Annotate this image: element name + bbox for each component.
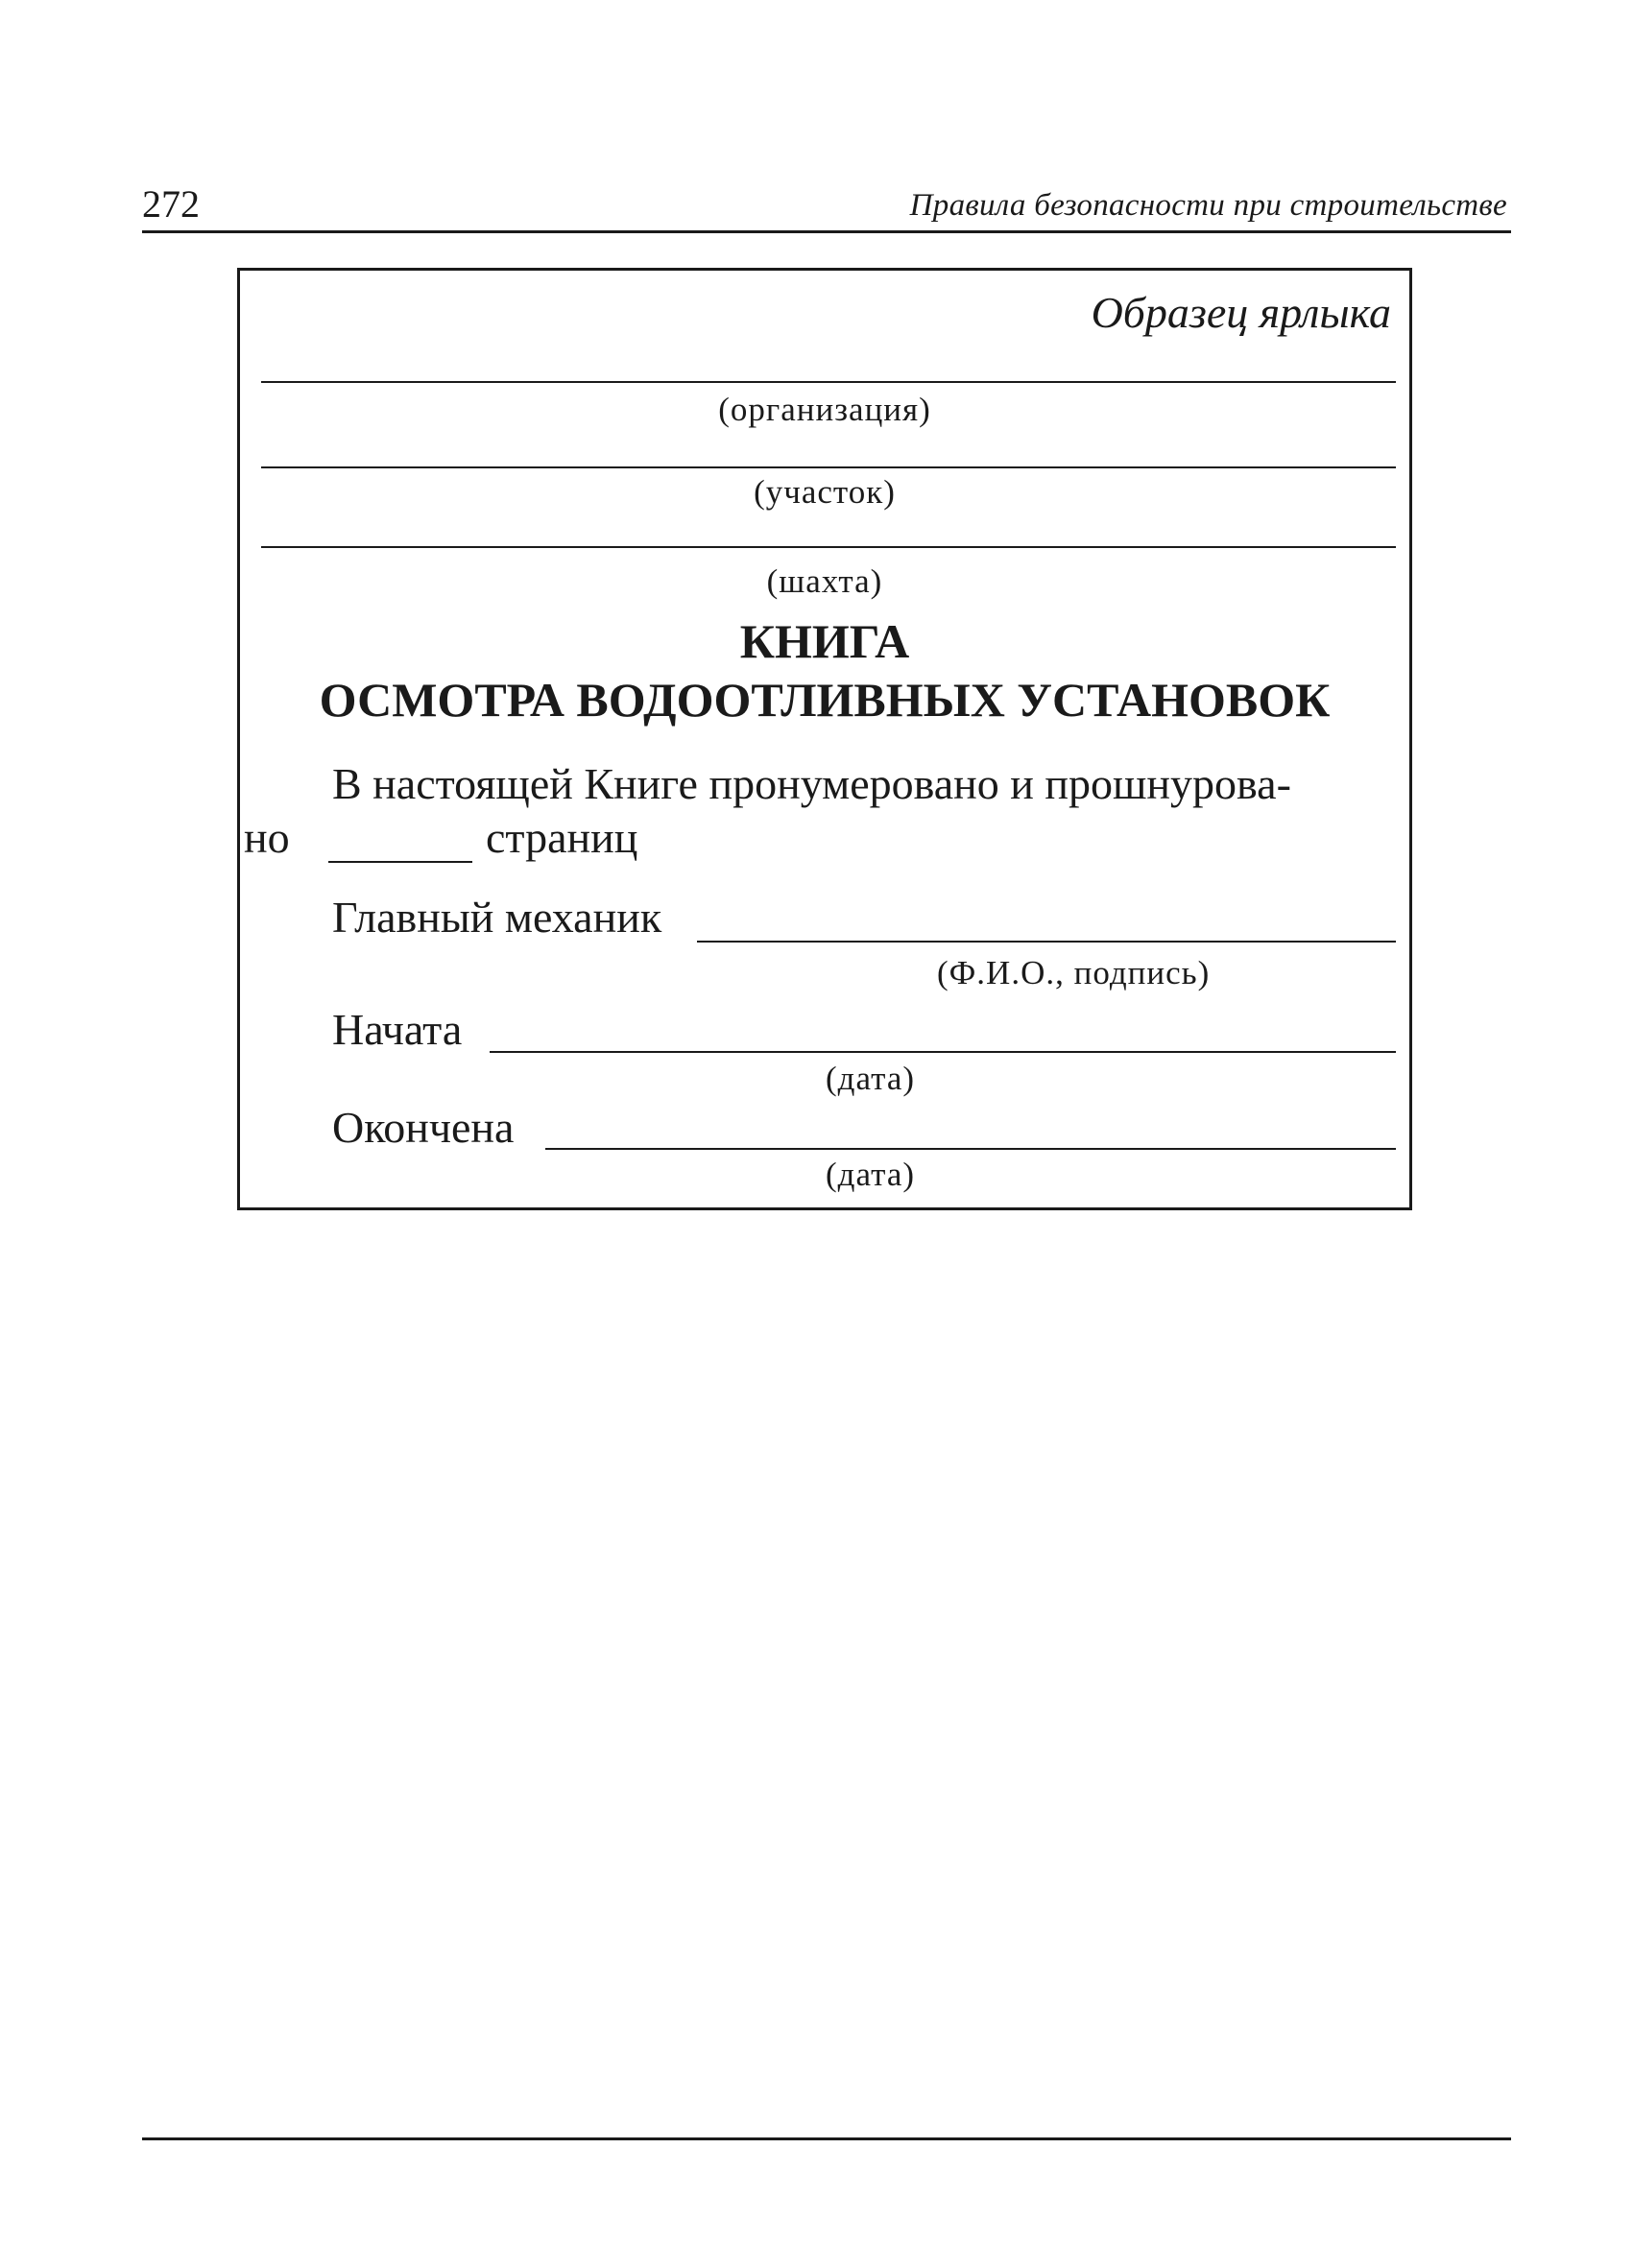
label-sample-frame <box>237 268 1412 1210</box>
organization-line <box>261 381 1396 383</box>
chief-mechanic-line <box>697 941 1396 943</box>
finished-caption: (дата) <box>826 1156 916 1193</box>
section-caption: (участок) <box>754 473 896 511</box>
running-title: Правила безопасности при строительстве <box>909 188 1507 223</box>
signature-caption: (Ф.И.О., подпись) <box>937 954 1211 991</box>
organization-caption: (организация) <box>718 391 931 428</box>
mine-line <box>261 546 1396 548</box>
finished-label: Окончена <box>332 1103 515 1152</box>
chief-mechanic-label: Главный механик <box>332 893 662 942</box>
pages-text-line2-end: страниц <box>486 813 638 862</box>
pages-text-line2-start: но <box>244 813 290 862</box>
book-title-line2: ОСМОТРА ВОДООТЛИВНЫХ УСТАНОВОК <box>319 673 1331 727</box>
running-header <box>142 180 1511 233</box>
footer-rule <box>142 2137 1511 2140</box>
started-date-line <box>490 1051 1396 1053</box>
sample-label-title: Образец ярлыка <box>1091 288 1391 337</box>
started-label: Начата <box>332 1005 463 1054</box>
mine-caption: (шахта) <box>766 562 883 600</box>
book-title-line1: КНИГА <box>739 614 910 668</box>
pages-count-line <box>328 861 472 863</box>
finished-date-line <box>545 1148 1396 1150</box>
page-number: 272 <box>142 182 200 226</box>
section-line <box>261 466 1396 468</box>
pages-text-line1: В настоящей Книге пронумеровано и прошнурова- <box>332 759 1291 808</box>
started-caption: (дата) <box>826 1060 916 1097</box>
